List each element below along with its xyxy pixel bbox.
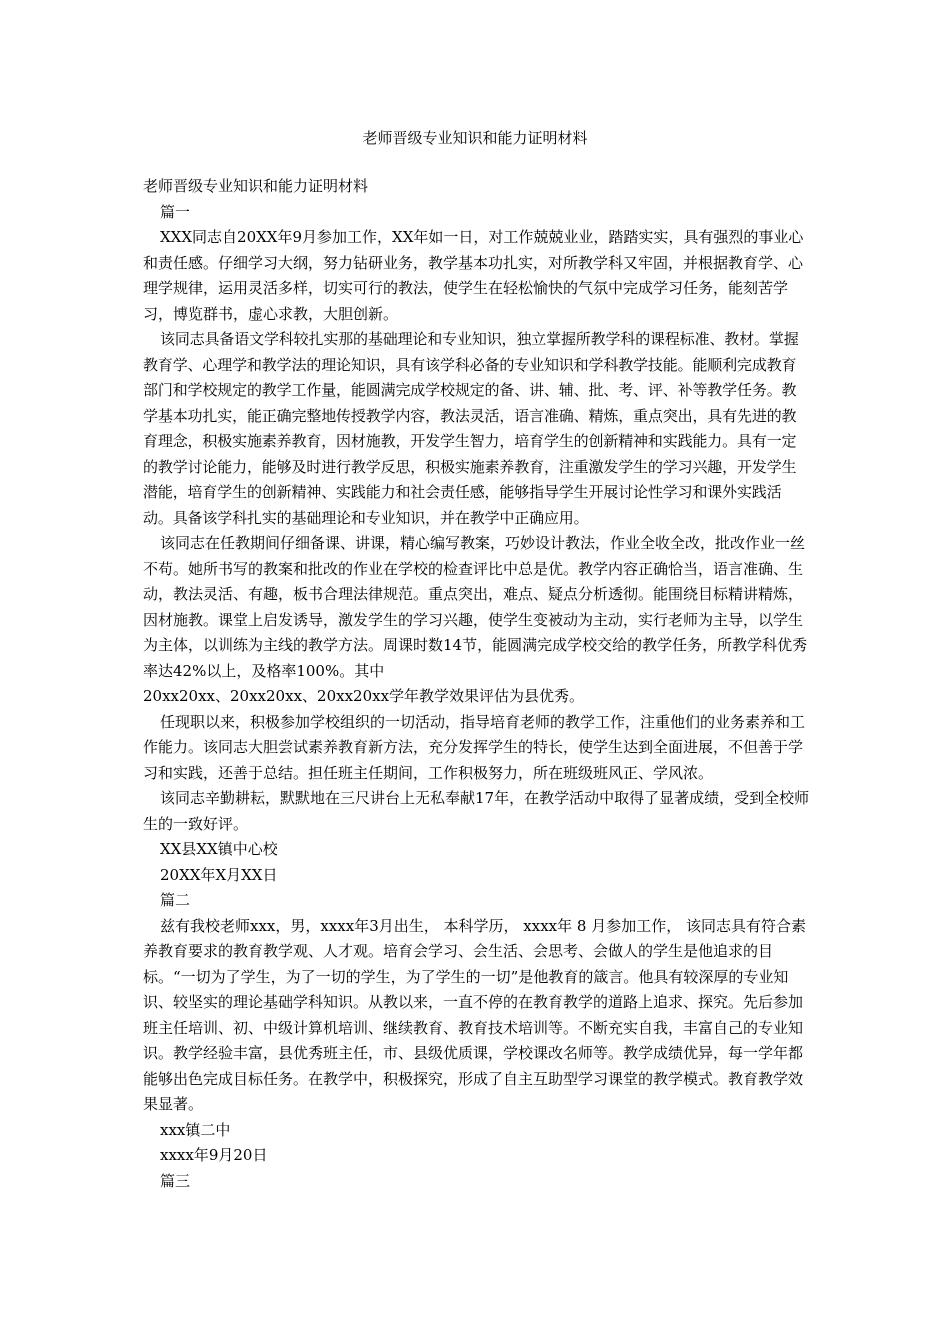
paragraph: 该同志在任教期间仔细备课、讲课，精心编写教案，巧妙设计教法，作业全收全改，批改作业一丝不苟。她所书写的教案和批改的作业在学校的检查评比中总是优。教学内容正确恰当，语言准确、生动，教法灵活、有趣，板书合理法律规范。重点突出，难点、疑点分析透彻。能围绕目标精讲精炼，因材施教。课堂上启发诱导，激发学生的学习兴趣，使学生变被动为主动，实行老师为主导，以学生为主体，以训练为主线的教学方法。周课时数14节，能圆满完成学校交给的教学任务，所教学科优秀率达42%以上，及格率100%。其中 <box>143 534 808 680</box>
section-label: 篇二 <box>160 891 191 909</box>
signature-date: 20XX年X月XX日 <box>160 865 278 884</box>
paragraph: 兹有我校老师xxx，男，xxxx年3月出生， 本科学历， xxxx年 8 月参加工作， 该同志具有符合素养教育要求的教育教学观、人才观。培育会学习、会生活、会思考、会做人的学生是他追求的目标。“一切为了学生，为了一切的学生，为了学生的一切”是他教育的箴言。他具有较深厚的专业知识、较坚实的理论基础学科知识。从教以来，一直不停的在教育教学的道路上追求、探究。先后参加班主任培训、初、中级计算机培训、继续教育、教育技术培训等。不断充实自我，丰富自己的专业知识。教学经验丰富，县优秀班主任，市、县级优质课，学校课改名师等。教学成绩优异，每一学年都能够出色完成目标任务。在教学中，积极探究，形成了自主互助型学习课堂的教学模式。教育教学效果显著。 <box>143 916 806 1113</box>
section-label: 篇一 <box>160 202 191 221</box>
paragraph: 20xx20xx、20xx20xx、20xx20xx学年教学效果评估为县优秀。 <box>143 687 585 705</box>
signature-org: xxx镇二中 <box>160 1120 231 1139</box>
signature-org: XX县XX镇中心校 <box>160 840 278 858</box>
paragraph: 任现职以来，积极参加学校组织的一切活动，指导培育老师的教学工作，注重他们的业务素养和工作能力。该同志大胆尝试素养教育新方法，充分发挥学生的特长，使学生达到全面进展，不但善于学习和实践，还善于总结。担任班主任期间，工作积极努力，所在班级班风正、学风浓。 <box>143 712 806 782</box>
document-title: 老师晋级专业知识和能力证明材料 <box>362 129 588 147</box>
document-body <box>143 174 811 1194</box>
section-label: 篇三 <box>160 1171 191 1190</box>
paragraph: 该同志辛勤耕耘，默默地在三尺讲台上无私奉献17年，在教学活动中取得了显著成绩，受到全校师生的一致好评。 <box>143 789 810 833</box>
document-heading: 老师晋级专业知识和能力证明材料 <box>143 177 369 195</box>
signature-date: xxxx年9月20日 <box>160 1146 268 1164</box>
paragraph: XXX同志自20XX年9月参加工作，XX年如一日，对工作兢兢业业，踏踏实实，具有强烈的事业心和责任感。仔细学习大纲，努力钻研业务，教学基本功扎实，对所教学科又牢固，并根据教育学、心理学规律，运用灵活多样，切实可行的教法，使学生在轻松愉快的气氛中完成学习任务，能刻苦学习，博览群书，虚心求教，大胆创新。 <box>143 228 804 323</box>
paragraph: 该同志具备语文学科较扎实那的基础理论和专业知识，独立掌握所教学科的课程标准、教材。掌握教育学、心理学和教学法的理论知识，具有该学科必备的专业知识和学科教学技能。能顺利完成教育部门和学校规定的教学工作量，能圆满完成学校规定的备、讲、辅、批、考、评、补等教学任务。教学基本功扎实，能正确完整地传授教学内容，教法灵活，语言准确、精炼，重点突出，具有先进的教育理念，积极实施素养教育，因材施教，开发学生智力，培育学生的创新精神和实践能力。具有一定的教学讨论能力，能够及时进行教学反思，积极实施素养教育，注重激发学生的学习兴趣，开发学生潜能，培育学生的创新精神、实践能力和社会责任感，能够指导学生开展讨论性学习和课外实践活动。具备该学科扎实的基础理论和专业知识，并在教学中正确应用。 <box>143 330 799 527</box>
